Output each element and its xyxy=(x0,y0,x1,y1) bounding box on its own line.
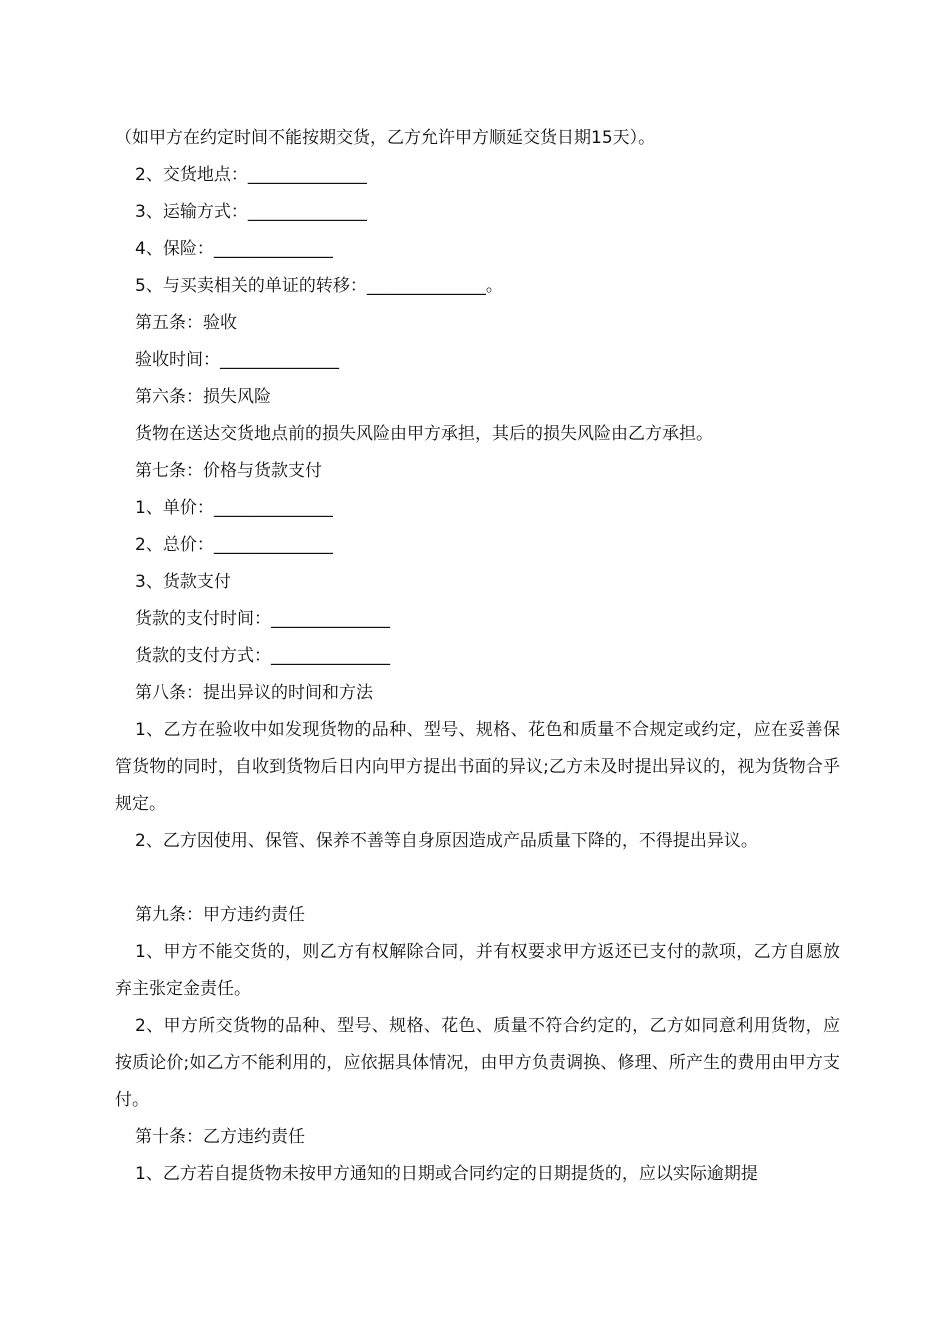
loss-risk-text: 货物在送达交货地点前的损失风险由甲方承担，其后的损失风险由乙方承担。 xyxy=(135,424,713,444)
blank-spacer xyxy=(115,860,840,897)
insurance-line: 4、保险：______________ xyxy=(135,239,333,259)
objection-paragraph-2: 2、乙方因使用、保管、保养不善等自身原因造成产品质量下降的，不得提出异议。 xyxy=(135,831,758,851)
document-transfer-line: 5、与买卖相关的单证的转移：______________。 xyxy=(135,276,503,296)
article-5-heading: 第五条：验收 xyxy=(135,313,237,333)
seller-liability-paragraph-1: 1、甲方不能交货的，则乙方有权解除合同，并有权要求甲方返还已支付的款项，乙方自愿放弃主张定金责任。 xyxy=(115,942,840,999)
article-6-heading: 第六条：损失风险 xyxy=(135,387,271,407)
article-8-heading: 第八条：提出异议的时间和方法 xyxy=(135,683,373,703)
article-7-heading: 第七条：价格与货款支付 xyxy=(135,461,322,481)
delivery-place-line: 2、交货地点：______________ xyxy=(135,165,367,185)
objection-paragraph-1: 1、乙方在验收中如发现货物的品种、型号、规格、花色和质量不合规定或约定，应在妥善保管货物的同时，自收到货物后日内向甲方提出书面的异议;乙方未及时提出异议的，视为货物合乎规定。 xyxy=(115,720,840,814)
transport-method-line: 3、运输方式：______________ xyxy=(135,202,367,222)
payment-subheading: 3、货款支付 xyxy=(135,572,231,592)
delivery-extension-note: （如甲方在约定时间不能按期交货，乙方允许甲方顺延交货日期15天）。 xyxy=(115,128,656,148)
unit-price-line: 1、单价：______________ xyxy=(135,498,333,518)
article-9-heading: 第九条：甲方违约责任 xyxy=(135,905,305,925)
seller-liability-paragraph-2: 2、甲方所交货物的品种、型号、规格、花色、质量不符合约定的，乙方如同意利用货物，应按质论价;如乙方不能利用的，应依据具体情况，由甲方负责调换、修理、所产生的费用由甲方支付。 xyxy=(115,1016,840,1110)
total-price-line: 2、总价：______________ xyxy=(135,535,333,555)
article-10-heading: 第十条：乙方违约责任 xyxy=(135,1127,305,1147)
payment-method-line: 货款的支付方式：______________ xyxy=(135,646,390,666)
payment-time-line: 货款的支付时间：______________ xyxy=(135,609,390,629)
buyer-liability-paragraph-1: 1、乙方若自提货物未按甲方通知的日期或合同约定的日期提货的，应以实际逾期提 xyxy=(135,1164,758,1184)
inspection-time-line: 验收时间：______________ xyxy=(135,350,339,370)
document-body xyxy=(115,120,840,1193)
